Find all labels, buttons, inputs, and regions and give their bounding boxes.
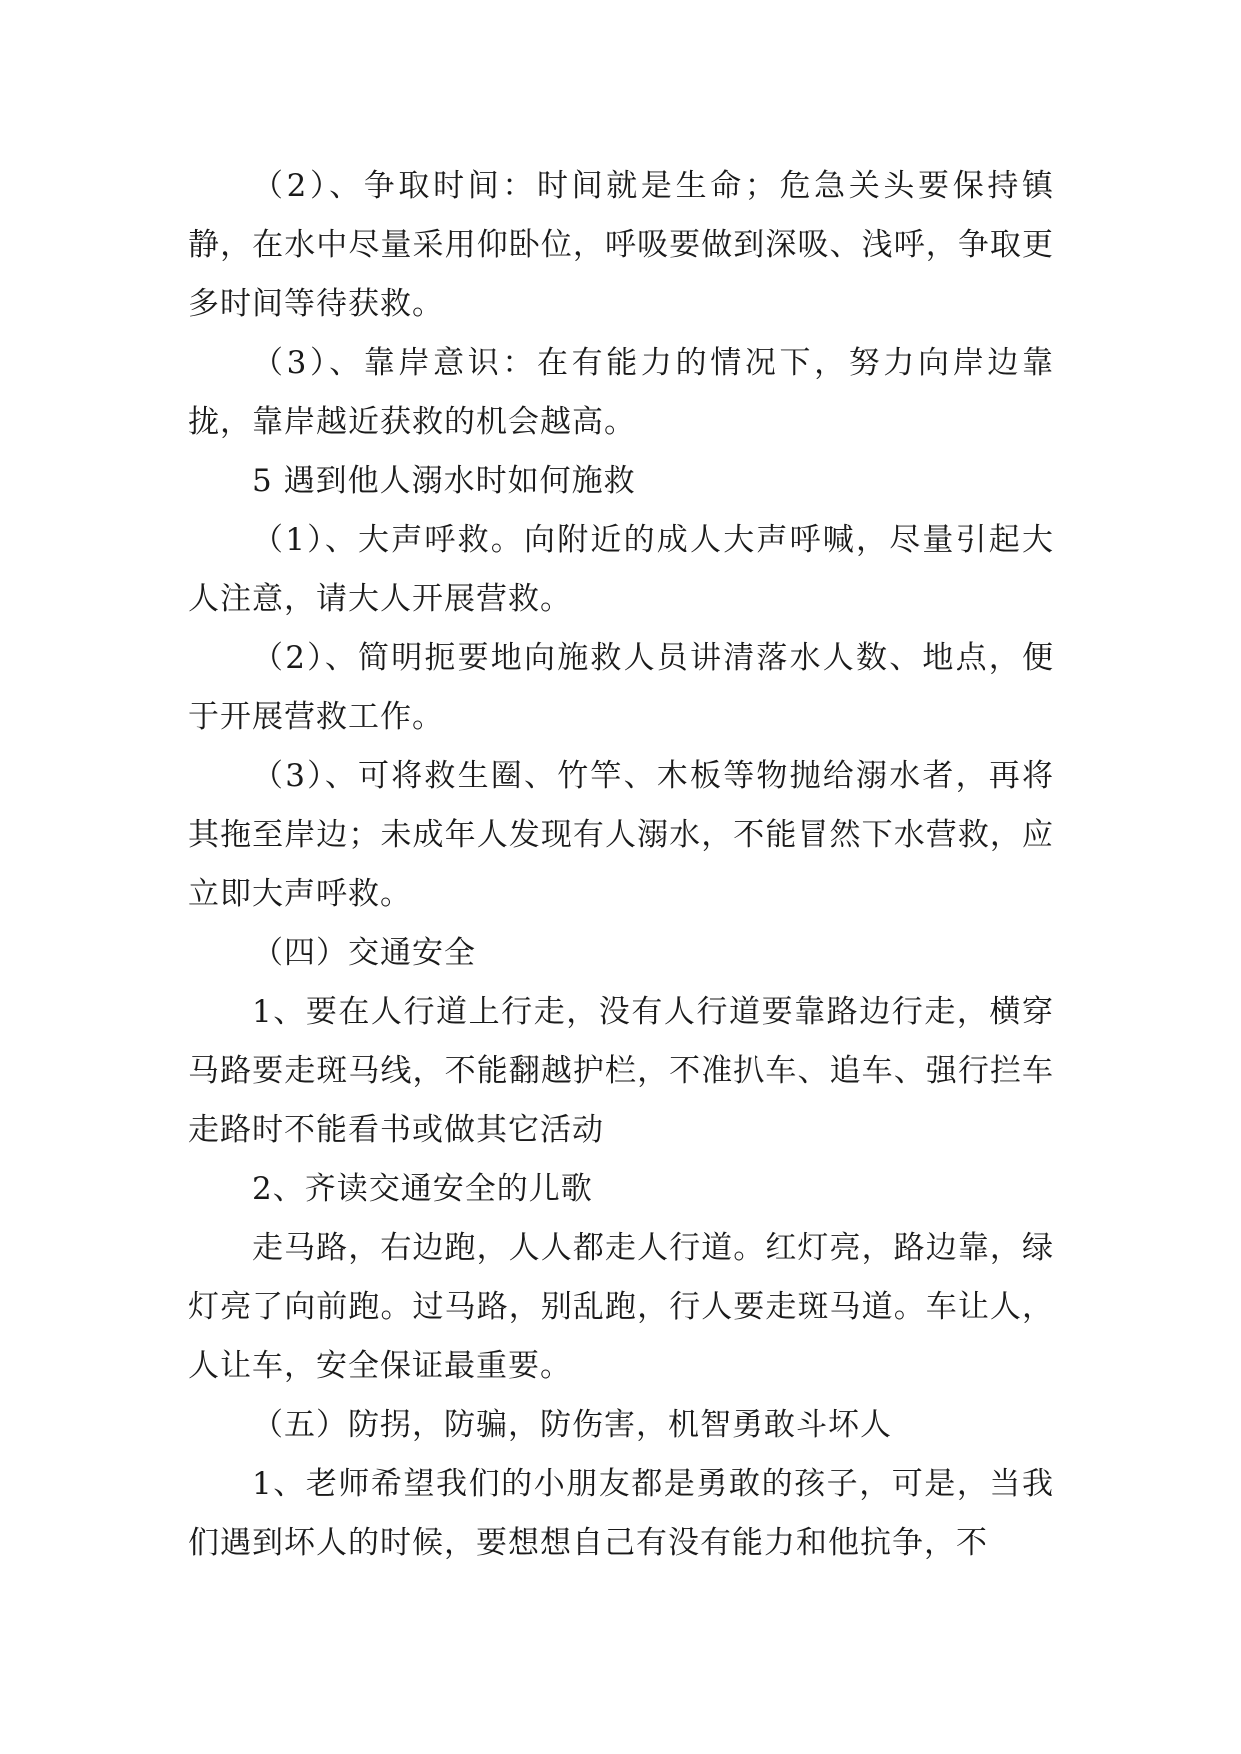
section-heading: （四）交通安全 [252,935,476,971]
paragraph-heading: 2、齐读交通安全的儿歌 [252,1171,593,1207]
paragraph: （1）、大声呼救。向附近的成人大声呼喊，尽量引起大人注意，请大人开展营救。 [188,522,1054,617]
document-body [188,157,1054,1573]
paragraph: （2）、简明扼要地向施救人员讲清落水人数、地点，便于开展营救工作。 [188,640,1054,735]
paragraph: 1、要在人行道上行走，没有人行道要靠路边行走，横穿马路要走斑马线，不能翻越护栏，不准扒车、追车、强行拦车走路时不能看书或做其它活动 [188,994,1054,1148]
paragraph: 1、老师希望我们的小朋友都是勇敢的孩子，可是，当我们遇到坏人的时候，要想想自己有没有能力和他抗争，不 [188,1466,1054,1561]
paragraph: 走马路，右边跑，人人都走人行道。红灯亮，路边靠，绿灯亮了向前跑。过马路，别乱跑，行人要走斑马道。车让人，人让车，安全保证最重要。 [188,1230,1054,1384]
paragraph-heading: 5 遇到他人溺水时如何施救 [252,463,636,499]
paragraph: （2）、争取时间：时间就是生命；危急关头要保持镇静，在水中尽量采用仰卧位，呼吸要做到深吸、浅呼，争取更多时间等待获救。 [188,168,1054,322]
paragraph: （3）、可将救生圈、竹竿、木板等物抛给溺水者，再将其拖至岸边；未成年人发现有人溺水，不能冒然下水营救，应立即大声呼救。 [188,758,1054,912]
section-heading: （五）防拐，防骗，防伤害，机智勇敢斗坏人 [252,1407,892,1443]
paragraph: （3）、靠岸意识：在有能力的情况下，努力向岸边靠拢，靠岸越近获救的机会越高。 [188,345,1054,440]
